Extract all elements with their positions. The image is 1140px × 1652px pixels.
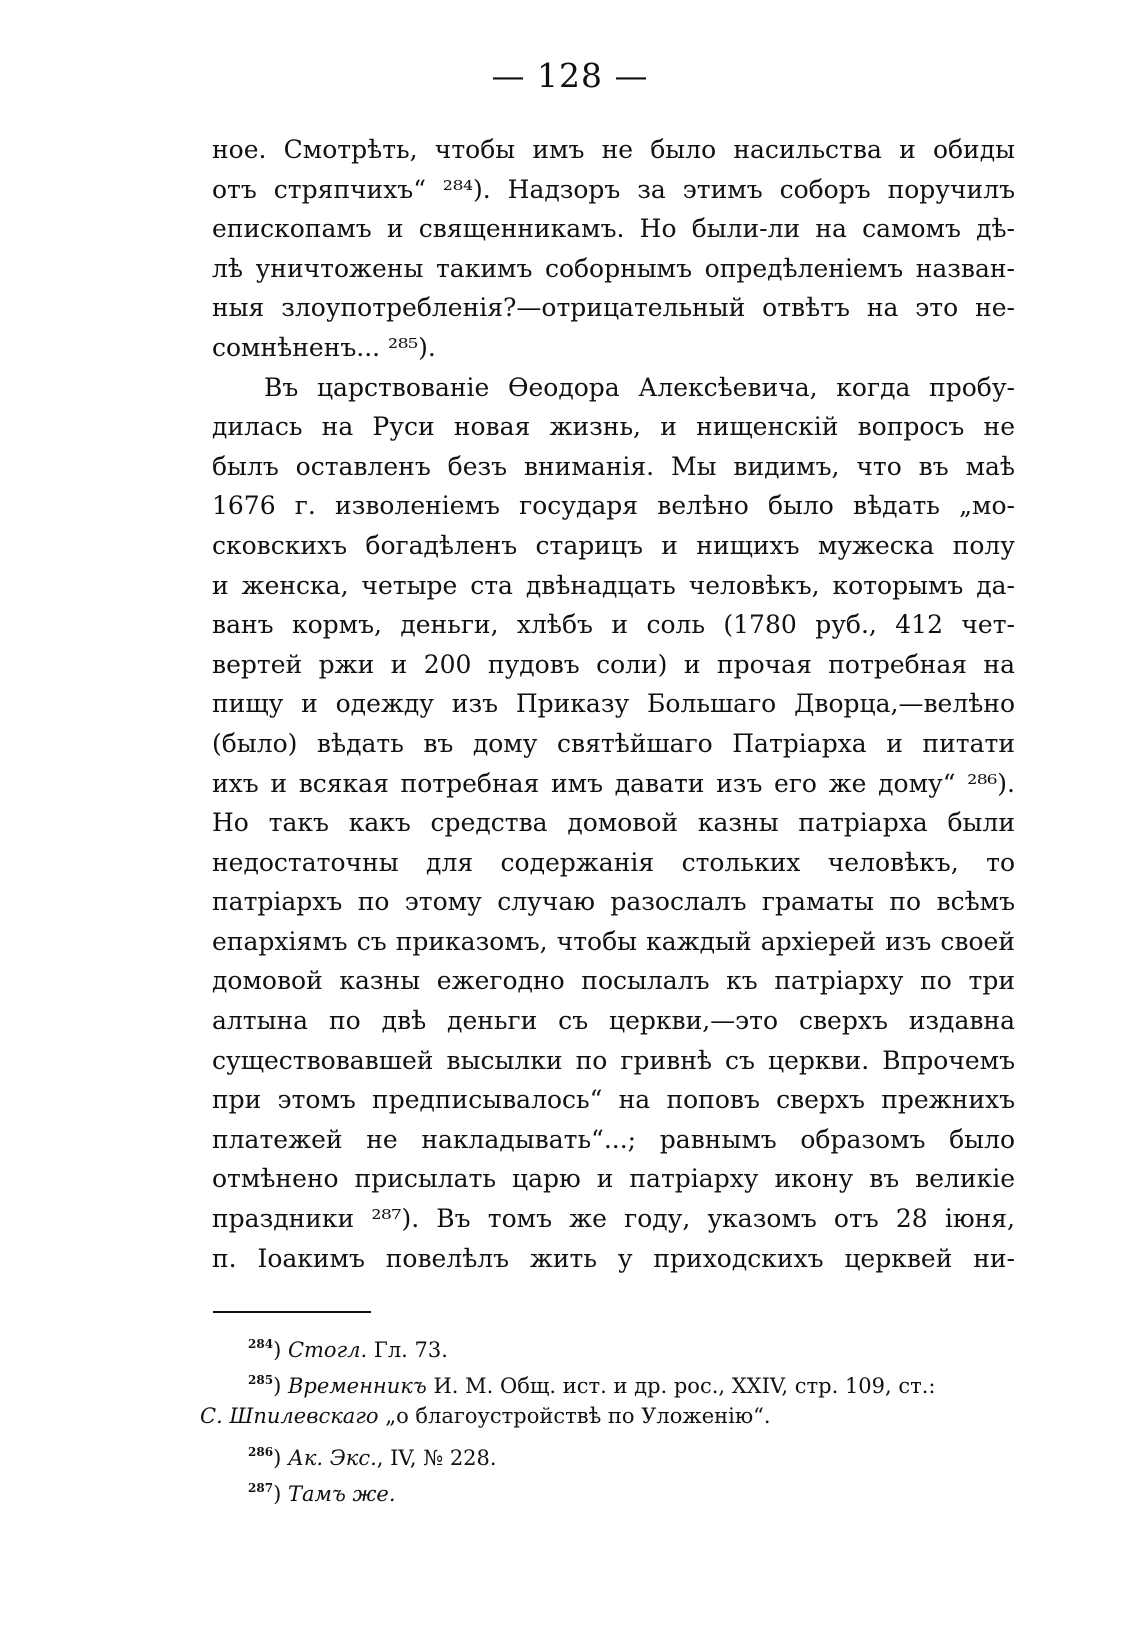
text-line: алтына по двѣ деньги съ церкви,—это сверхъ издавна [212,1006,1015,1036]
footnote-source: Временникъ [287,1374,427,1398]
text-line: епархіямъ съ приказомъ, чтобы каждый архіерей изъ своей [212,926,1015,956]
text-line: существовавшей высылки по гривнѣ съ церкви. Впрочемъ [212,1045,1015,1075]
text-line: праздники ²⁸⁷). Въ томъ же году, указомъ отъ 28 іюня, [212,1204,1015,1234]
text-line: отъ стряпчихъ“ ²⁸⁴). Надзоръ за этимъ соборъ поручилъ [212,174,1015,204]
text-line: домовой казны ежегодно посылалъ къ патріарху по три [212,966,1015,996]
text-line: Въ царствованіе Ѳеодора Алексѣевича, когда пробу- [264,372,1015,402]
text-line: платежей не накладывать“...; равнымъ образомъ было [212,1124,1015,1154]
footnote-285-continued [200,1398,1020,1434]
text-line: 1676 г. изволеніемъ государя велѣно было вѣдать „мо- [212,491,1015,521]
text-line: ное. Смотрѣть, чтобы имъ не было насильства и обиды [212,135,1015,164]
footnote-number: 285 [248,1373,274,1387]
footnote-text: И. М. Общ. ист. и др. рос., XXIV, стр. 109, ст.: [426,1374,936,1398]
text-line: сковскихъ богадѣленъ старицъ и нищихъ мужеска полу [212,530,1015,560]
body-text [212,130,1015,1278]
footnote-287: $^{287}$) Тамъ же. [248,1481,396,1506]
footnote-source: Тамъ же. [287,1482,396,1506]
footnote-text: , IV, № 228. [376,1446,497,1470]
footnote-286: $^{286}$) Ак. Экс., IV, № 228. [248,1445,497,1470]
text-line: (было) вѣдать въ дому святѣйшаго Патріарха и питати [212,728,1015,758]
footnote-text: Гл. 73. [367,1338,448,1362]
text-line: Но такъ какъ средства домовой казны патріарха были [212,808,1015,838]
text-line: при этомъ предписывалось“ на поповъ сверхъ прежнихъ [212,1085,1015,1115]
text-line: вертей ржи и 200 пудовъ соли) и прочая потребная на [212,649,1015,679]
footnote-285: $^{285}$) Временникъ И. М. Общ. ист. и др. рос., XXIV, стр. 109, ст.: [248,1373,936,1398]
text-line: дилась на Руси новая жизнь, и нищенскій вопросъ не [212,412,1015,442]
footnote-284: $^{284}$) Стогл. Гл. 73. [248,1337,448,1362]
footnote-number: 287 [248,1481,274,1495]
footnote-text: „о благоустройствѣ по Уложенію“. [378,1404,771,1428]
page-number: — 128 — [491,56,649,95]
footnote-source: С. Шпилевскаго [200,1404,379,1428]
footnote-source: Ак. Экс. [287,1446,377,1470]
text-line: ныя злоупотребленія?—отрицательный отвѣтъ на это не- [212,293,1015,323]
text-line: отмѣнено присылать царю и патріарху икону въ великіе [212,1164,1015,1194]
text-line: ихъ и всякая потребная имъ давати изъ его же дому“ ²⁸⁶). [212,768,1015,798]
text-line: и женска, четыре ста двѣнадцать человѣкъ, которымъ да- [212,570,1015,600]
text-line: патріархъ по этому случаю разослалъ граматы по всѣмъ [212,887,1015,917]
text-line: недостаточны для содержанія стольких человѣкъ, то [212,847,1015,877]
text-line: п. Іоакимъ повелѣлъ жить у приходскихъ церквей ни- [212,1243,1015,1273]
footnote-number: 284 [248,1337,274,1351]
text-line: ванъ кормъ, деньги, хлѣбъ и соль (1780 руб., 412 чет- [212,610,1015,640]
footnote-source: Стогл. [287,1338,368,1362]
footnotes [200,1326,1020,1506]
footnote-divider [213,1311,371,1313]
text-line: сомнѣненъ... ²⁸⁵). [212,332,436,362]
footnote-number: 286 [248,1445,274,1459]
text-line: епископамъ и священникамъ. Но были-ли на самомъ дѣ- [212,214,1015,244]
text-line: пищу и одежду изъ Приказу Большаго Дворца,—велѣно [212,689,1015,719]
text-line: былъ оставленъ безъ вниманія. Мы видимъ, что въ маѣ [212,451,1015,481]
text-line: лѣ уничтожены такимъ соборнымъ опредѣленіемъ назван- [212,253,1015,283]
